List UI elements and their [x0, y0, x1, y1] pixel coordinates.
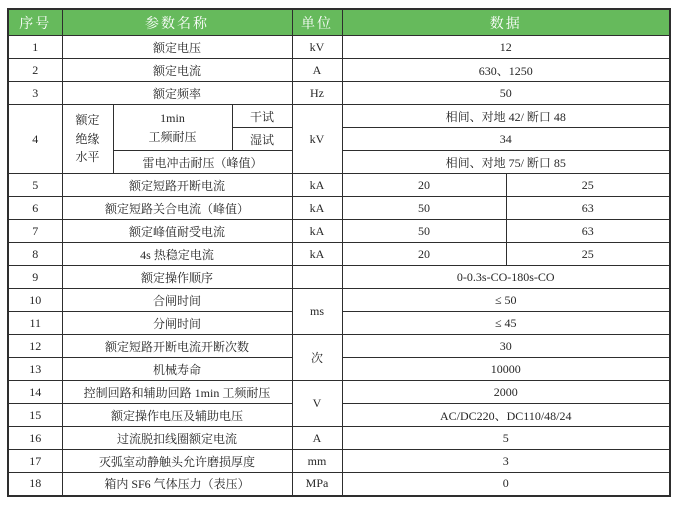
data-cell-left: 20 — [342, 174, 506, 197]
unit-cell: kA — [292, 197, 342, 220]
data-cell: 相间、对地 75/ 断口 85 — [342, 151, 670, 174]
lightning-impulse-cell: 雷电冲击耐压（峰值） — [113, 151, 292, 174]
data-cell-right: 63 — [506, 197, 670, 220]
table-row — [8, 82, 670, 105]
wet-test-cell: 湿试 — [232, 128, 292, 151]
data-cell: 630、1250 — [342, 59, 670, 82]
header-row — [8, 9, 670, 36]
insulation-level-line: 水平 — [75, 150, 100, 165]
param-name-cell: 过流脱扣线圈额定电流 — [62, 427, 292, 450]
table-row — [8, 105, 670, 128]
row-no-cell: 12 — [8, 335, 62, 358]
table-row — [8, 59, 670, 82]
row-no-cell: 9 — [8, 266, 62, 289]
row-no-cell: 13 — [8, 358, 62, 381]
insulation-level-line: 额定 — [75, 113, 100, 128]
table-row — [8, 266, 670, 289]
param-name-cell: 额定频率 — [62, 82, 292, 105]
power-freq-withstand-cell — [113, 105, 232, 151]
data-cell: 30 — [342, 335, 670, 358]
header-unit: 单位 — [292, 9, 342, 36]
table-row — [8, 473, 670, 496]
param-name-cell: 额定短路关合电流（峰值） — [62, 197, 292, 220]
param-name-cell: 4s 热稳定电流 — [62, 243, 292, 266]
row-no-cell: 18 — [8, 473, 62, 496]
unit-cell: V — [292, 381, 342, 427]
row-no-cell: 11 — [8, 312, 62, 335]
param-name-cell: 额定短路开断电流开断次数 — [62, 335, 292, 358]
insulation-level-line: 绝缘 — [75, 131, 100, 146]
table-row — [8, 381, 670, 404]
unit-cell: kV — [292, 36, 342, 59]
param-name-cell: 灭弧室动静触头允许磨损厚度 — [62, 450, 292, 473]
unit-cell: ms — [292, 289, 342, 335]
unit-cell: 次 — [292, 335, 342, 381]
data-cell: 50 — [342, 82, 670, 105]
row-no-cell: 2 — [8, 59, 62, 82]
table-row — [8, 335, 670, 358]
unit-cell: kA — [292, 220, 342, 243]
dry-test-cell: 干试 — [232, 105, 292, 128]
row-no-cell: 6 — [8, 197, 62, 220]
data-cell: 0-0.3s-CO-180s-CO — [342, 266, 670, 289]
data-cell: ≤ 50 — [342, 289, 670, 312]
row-no-cell: 10 — [8, 289, 62, 312]
data-cell: 5 — [342, 427, 670, 450]
table-row — [8, 174, 670, 197]
param-name-cell: 额定操作电压及辅助电压 — [62, 404, 292, 427]
data-cell-left: 50 — [342, 197, 506, 220]
data-cell-right: 25 — [506, 243, 670, 266]
data-cell: 相间、对地 42/ 断口 48 — [342, 105, 670, 128]
row-no-cell: 17 — [8, 450, 62, 473]
row-no-cell: 14 — [8, 381, 62, 404]
table-row — [8, 450, 670, 473]
row-no-cell: 1 — [8, 36, 62, 59]
param-name-cell: 分闸时间 — [62, 312, 292, 335]
param-name-cell: 合闸时间 — [62, 289, 292, 312]
data-cell: 12 — [342, 36, 670, 59]
data-cell: ≤ 45 — [342, 312, 670, 335]
data-cell-left: 20 — [342, 243, 506, 266]
data-cell-left: 50 — [342, 220, 506, 243]
header-data: 数据 — [342, 9, 670, 36]
table-row — [8, 427, 670, 450]
data-cell: 3 — [342, 450, 670, 473]
table-row — [8, 289, 670, 312]
row-no-cell: 5 — [8, 174, 62, 197]
table-row — [8, 36, 670, 59]
data-cell-right: 25 — [506, 174, 670, 197]
header-no: 序号 — [8, 9, 62, 36]
table-row — [8, 197, 670, 220]
unit-cell: Hz — [292, 82, 342, 105]
param-name-cell: 额定电压 — [62, 36, 292, 59]
row-no-cell: 8 — [8, 243, 62, 266]
unit-cell: A — [292, 59, 342, 82]
param-name-cell: 额定短路开断电流 — [62, 174, 292, 197]
unit-cell: MPa — [292, 473, 342, 496]
table-row — [8, 243, 670, 266]
row-no-cell: 7 — [8, 220, 62, 243]
header-param: 参数名称 — [62, 9, 292, 36]
table-row — [8, 220, 670, 243]
spec-table — [7, 8, 671, 497]
data-cell: 0 — [342, 473, 670, 496]
row-no-cell: 4 — [8, 105, 62, 174]
unit-cell — [292, 266, 342, 289]
param-name-cell: 控制回路和辅助回路 1min 工频耐压 — [62, 381, 292, 404]
unit-cell: kA — [292, 174, 342, 197]
param-name-cell: 额定峰值耐受电流 — [62, 220, 292, 243]
data-cell-right: 63 — [506, 220, 670, 243]
data-cell: 10000 — [342, 358, 670, 381]
insulation-level-cell — [62, 105, 113, 174]
unit-cell: mm — [292, 450, 342, 473]
data-cell: 34 — [342, 128, 670, 151]
param-name-cell: 箱内 SF6 气体压力（表压） — [62, 473, 292, 496]
unit-cell: A — [292, 427, 342, 450]
row-no-cell: 16 — [8, 427, 62, 450]
param-name-cell: 机械寿命 — [62, 358, 292, 381]
param-name-cell: 额定电流 — [62, 59, 292, 82]
param-name-cell: 额定操作顺序 — [62, 266, 292, 289]
data-cell: 2000 — [342, 381, 670, 404]
power-freq-line: 工频耐压 — [148, 129, 197, 144]
row-no-cell: 15 — [8, 404, 62, 427]
unit-cell: kV — [292, 105, 342, 174]
data-cell: AC/DC220、DC110/48/24 — [342, 404, 670, 427]
power-freq-line: 1min — [160, 110, 185, 125]
unit-cell: kA — [292, 243, 342, 266]
row-no-cell: 3 — [8, 82, 62, 105]
